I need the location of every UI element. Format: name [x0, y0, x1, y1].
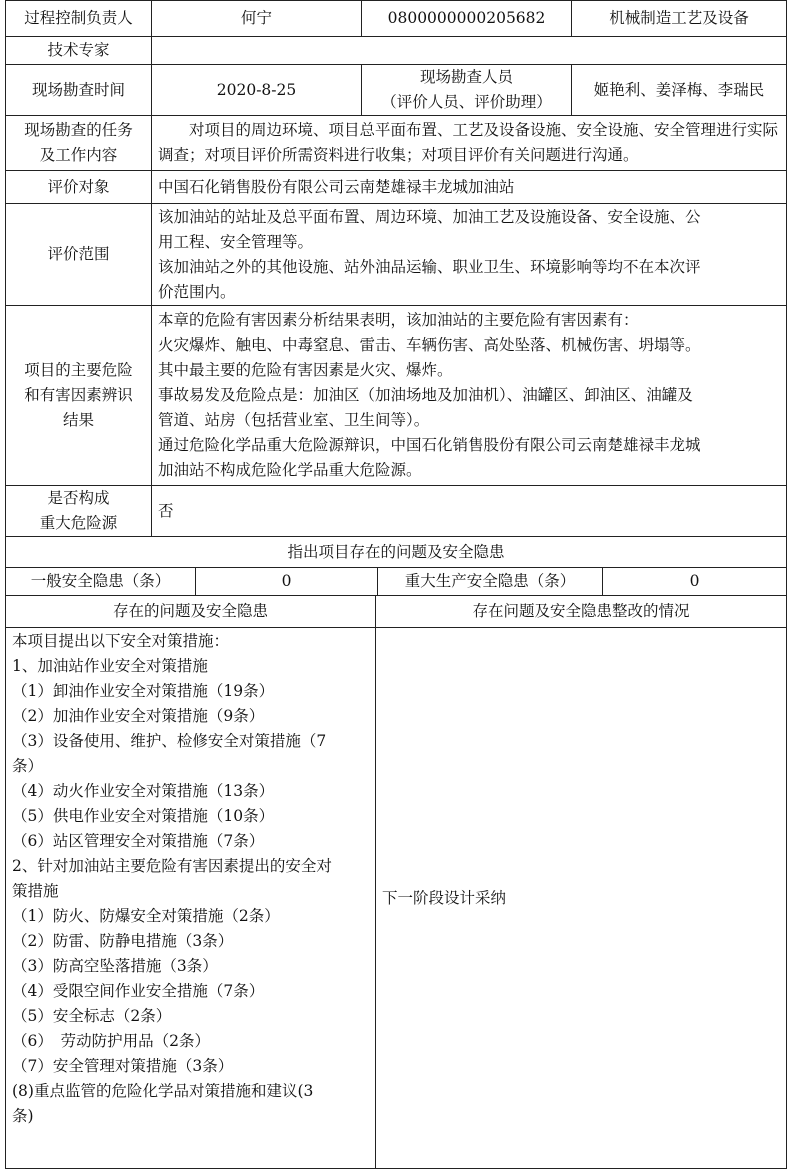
hazard-text-line: 加油站不构成危险化学品重大危险源。	[158, 461, 422, 479]
row-issues-header	[6, 596, 787, 628]
row-survey-time	[6, 65, 787, 116]
issues-table	[5, 536, 787, 596]
hazard-label-line: 和有害因素辨识	[24, 386, 133, 404]
responsible-person-id: 0800000000205682	[362, 1, 572, 37]
hazard-label-line: 项目的主要危险	[24, 361, 133, 379]
issue-line: （5）供电作业安全对策措施（10条）	[12, 807, 275, 825]
issues-detail-table	[5, 595, 787, 1169]
eval-object-value: 中国石化销售股份有限公司云南楚雄禄丰龙城加油站	[152, 171, 787, 204]
survey-staff-label-line1: 现场勘查人员	[420, 68, 514, 86]
major-hazard-count: 0	[603, 568, 787, 596]
row-eval-scope	[6, 204, 787, 306]
survey-time-label: 现场勘查时间	[6, 65, 152, 116]
survey-tasks-text: 对项目的周边环境、项目总平面布置、工艺及设备设施、安全设施、安全管理进行实际调查；对项目评价所需资料进行收集；对项目评价有关问题进行沟通。	[152, 116, 787, 171]
issue-line: 本项目提出以下安全对策措施：	[12, 632, 230, 650]
issue-line: （1）卸油作业安全对策措施（19条）	[12, 682, 275, 700]
tech-expert-label: 技术专家	[6, 37, 152, 65]
hazard-text-line: 其中最主要的危险有害因素是火灾、爆炸。	[158, 361, 453, 379]
issue-line: 策措施	[12, 882, 59, 900]
row-hazard-identification	[6, 306, 787, 486]
survey-record-page	[5, 0, 786, 1166]
row-eval-object	[6, 171, 787, 204]
row-survey-tasks	[6, 116, 787, 171]
responsible-person-name: 何宁	[152, 1, 362, 37]
issues-list	[6, 628, 376, 1169]
issue-line: 2、针对加油站主要危险有害因素提出的安全对	[12, 857, 332, 875]
hazard-text-line: 事故易发及危险点是：加油区（加油场地及加油机）、油罐区、卸油区、油罐及	[158, 386, 693, 404]
survey-info-table	[5, 0, 787, 537]
tech-expert-value	[152, 37, 787, 65]
survey-staff-names: 姬艳利、姜泽梅、李瑞民	[572, 65, 787, 116]
row-hazard-counts	[6, 568, 787, 596]
issue-line: （3）设备使用、维护、检修安全对策措施（7	[12, 732, 327, 750]
major-hazard-label	[6, 486, 152, 537]
major-hazard-value: 否	[152, 486, 787, 537]
issue-line: （3）防高空坠落措施（3条）	[12, 957, 218, 975]
survey-tasks-label-line2: 及工作内容	[39, 146, 118, 164]
issue-line: （4）受限空间作业安全措施（7条）	[12, 982, 265, 1000]
issue-line: （2）加油作业安全对策措施（9条）	[12, 707, 265, 725]
survey-tasks-label-line1: 现场勘查的任务	[24, 121, 133, 139]
issues-left-header: 存在的问题及安全隐患	[6, 596, 376, 628]
survey-tasks-label	[6, 116, 152, 171]
hazard-text-line: 管道、站房（包括营业室、卫生间等）。	[158, 411, 430, 429]
row-tech-expert	[6, 37, 787, 65]
issue-line: （4）动火作业安全对策措施（13条）	[12, 782, 275, 800]
general-hazard-count: 0	[196, 568, 378, 596]
major-hazard-label-line1: 是否构成	[47, 489, 110, 507]
issues-right-header: 存在问题及安全隐患整改的情况	[376, 596, 787, 628]
issue-line: （2）防雷、防静电措施（3条）	[12, 932, 234, 950]
major-hazard-label-line2: 重大危险源	[39, 514, 118, 532]
hazard-text-line: 本章的危险有害因素分析结果表明，该加油站的主要危险有害因素有：	[158, 311, 639, 329]
row-section-title	[6, 537, 787, 568]
general-hazard-label: 一般安全隐患（条）	[6, 568, 196, 596]
eval-scope-line: 该加油站的站址及总平面布置、周边环境、加油工艺及设施设备、安全设施、公	[158, 207, 701, 226]
survey-date: 2020-8-25	[152, 65, 362, 116]
issue-line: （6）站区管理安全对策措施（7条）	[12, 832, 265, 850]
rectification-status: 下一阶段设计采纳	[376, 628, 787, 1169]
issue-line: （1）防火、防爆安全对策措施（2条）	[12, 907, 280, 925]
hazard-label-line: 结果	[62, 411, 94, 429]
eval-object-label: 评价对象	[6, 171, 152, 204]
eval-scope-text	[152, 204, 787, 306]
survey-staff-label	[362, 65, 572, 116]
section-title: 指出项目存在的问题及安全隐患	[6, 537, 787, 568]
eval-scope-line: 价范围内。	[158, 282, 236, 301]
issue-line: 条)	[12, 1107, 34, 1125]
issue-line: 1、加油站作业安全对策措施	[12, 657, 208, 675]
issue-line: （6） 劳动防护用品（2条）	[12, 1032, 210, 1050]
issue-line: 条）	[12, 757, 44, 775]
hazard-text-line: 火灾爆炸、触电、中毒窒息、雷击、车辆伤害、高处坠落、机械伤害、坍塌等。	[158, 336, 701, 354]
issue-line: (8)重点监管的危险化学品对策措施和建议(3	[12, 1082, 314, 1100]
eval-scope-label: 评价范围	[6, 204, 152, 306]
issue-line: （7）安全管理对策措施（3条）	[12, 1057, 234, 1075]
eval-scope-line: 该加油站之外的其他设施、站外油品运输、职业卫生、环境影响等均不在本次评	[158, 257, 701, 276]
process-control-label: 过程控制负责人	[6, 1, 152, 37]
professional-field: 机械制造工艺及设备	[572, 1, 787, 37]
row-process-control	[6, 1, 787, 37]
hazard-text-line: 通过危险化学品重大危险源辩识，中国石化销售股份有限公司云南楚雄禄丰龙城	[158, 436, 701, 454]
hazard-identification-label	[6, 306, 152, 486]
row-major-hazard	[6, 486, 787, 537]
major-hazard-count-label: 重大生产安全隐患（条）	[378, 568, 603, 596]
hazard-identification-text	[152, 306, 787, 486]
row-issues-body	[6, 628, 787, 1169]
survey-staff-label-line2: （评价人员、评价助理）	[381, 93, 552, 111]
eval-scope-line: 用工程、安全管理等。	[158, 232, 314, 251]
issue-line: （5）安全标志（2条）	[12, 1007, 172, 1025]
